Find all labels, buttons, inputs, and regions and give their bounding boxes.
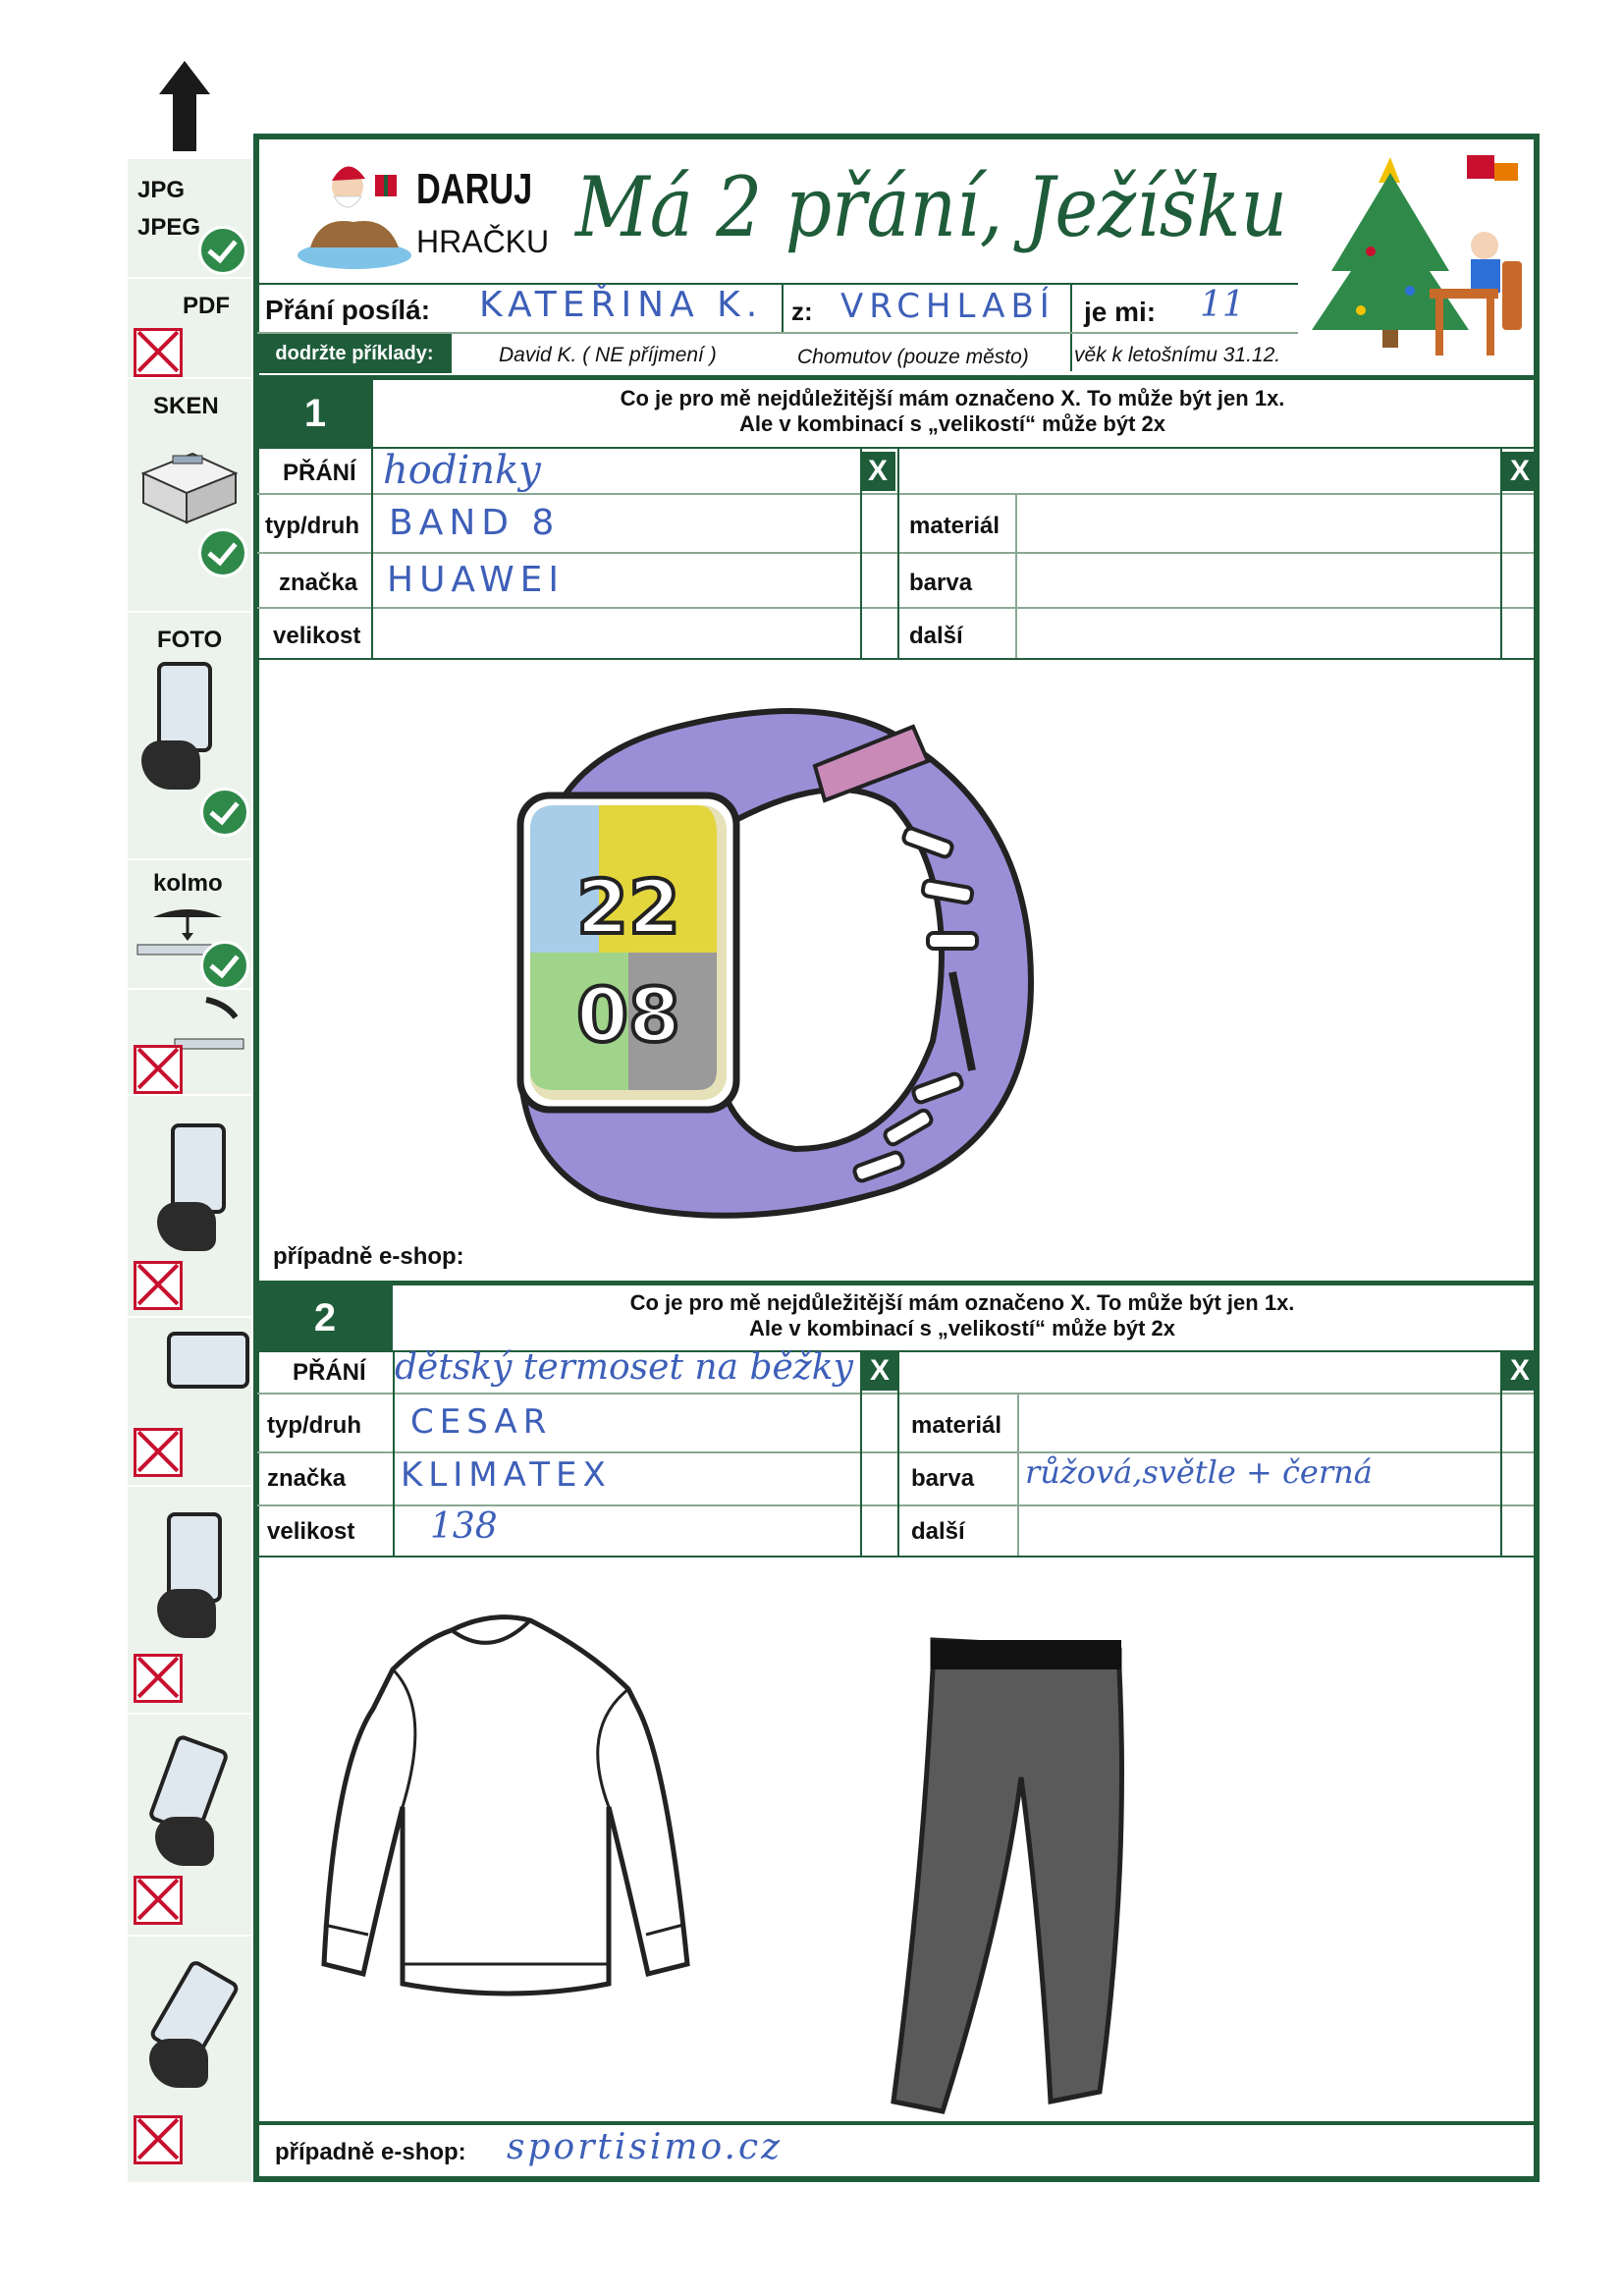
priority-x-right[interactable]: X [1502, 452, 1538, 491]
sidebar-item-photo-hand [128, 1487, 251, 1716]
hand-icon [155, 1817, 214, 1866]
watch-hours: 22 [576, 863, 680, 951]
brand-field[interactable]: KLIMATEX [401, 1455, 612, 1495]
wish-number: 1 [257, 380, 373, 447]
wish-field[interactable]: hodinky [383, 448, 541, 493]
cross-icon [134, 328, 183, 377]
sender-label: Přání posílá: [265, 295, 431, 325]
cross-icon [134, 1654, 183, 1703]
eshop-field[interactable]: sportisimo.cz [507, 2127, 784, 2167]
eshop-label: případně e-shop: [275, 2139, 466, 2165]
sender-name-field[interactable]: KATEŘINA K. [479, 285, 764, 325]
city-label: z: [791, 297, 813, 326]
cross-icon [134, 1876, 183, 1925]
hand-icon [157, 1202, 216, 1251]
wish-label: PŘÁNÍ [293, 1359, 366, 1386]
wish-number: 2 [257, 1285, 393, 1350]
other-label: další [911, 1518, 965, 1545]
size-label: velikost [267, 1518, 355, 1545]
city-field[interactable]: VRCHLABÍ [840, 287, 1055, 326]
sidebar-item-tilted [128, 990, 251, 1097]
cross-icon [134, 1261, 183, 1310]
sidebar-item-photo-angle [128, 1096, 251, 1319]
age-label: je mi: [1084, 297, 1157, 327]
page-title: Má 2 přání, Ježíšku [575, 159, 1288, 255]
type-field[interactable]: CESAR [410, 1402, 553, 1442]
color-label: barva [911, 1465, 975, 1492]
watch-minutes: 08 [576, 971, 680, 1059]
scanner-icon [134, 434, 242, 532]
sidebar-item-photo: FOTO [128, 613, 251, 861]
sidebar-item-pdf: PDF [128, 279, 251, 380]
example-city: Chomutov (pouze město) [797, 346, 1029, 368]
thermal-shirt-drawing [295, 1611, 727, 2023]
sidebar-item-photo-rotated [128, 1937, 251, 2185]
instruction-text: Co je pro mě nejdůležitější mám označeno X. To může být jen 1x. Ale v kombinací s „velikostí“ může být 2x [629, 1290, 1295, 1340]
santa-logo-icon [291, 157, 418, 273]
sidebar-item-scan: SKEN [128, 379, 251, 614]
logo-word-daruj: DARUJ [416, 165, 533, 213]
hand-icon [141, 740, 200, 790]
hand-icon [157, 1589, 216, 1638]
examples-label: dodržte příklady: [257, 334, 452, 373]
up-arrow-icon [157, 61, 212, 151]
type-field[interactable]: BAND 8 [389, 503, 561, 543]
example-name: David K. ( NE příjmení ) [499, 344, 717, 366]
age-field[interactable]: 11 [1200, 285, 1245, 325]
sidebar-item-landscape [128, 1318, 251, 1488]
priority-x-left[interactable]: X [860, 452, 895, 491]
other-label: další [909, 623, 963, 649]
sidebar-item-photo-tilt [128, 1715, 251, 1938]
cross-icon [134, 1428, 183, 1477]
eshop-label: případně e-shop: [273, 1243, 464, 1270]
material-label: materiál [909, 513, 1001, 539]
instruction-text: Co je pro mě nejdůležitější mám označeno X. To může být jen 1x. Ale v kombinací s „velikostí“ může být 2x [620, 386, 1285, 436]
example-age: věk k letošnímu 31.12. [1074, 344, 1281, 366]
sidebar-item-jpg: JPG JPEG [128, 159, 251, 280]
priority-x-right[interactable]: X [1502, 1351, 1538, 1391]
christmas-tree-icon [1302, 143, 1534, 369]
check-icon [198, 528, 247, 577]
size-label: velikost [273, 623, 361, 649]
hand-icon [149, 2039, 208, 2088]
logo-word-hracku: HRAČKU [416, 224, 550, 259]
phone-icon [167, 1332, 249, 1389]
material-label: materiál [911, 1412, 1002, 1439]
cross-icon [134, 2115, 183, 2164]
size-field[interactable]: 138 [430, 1506, 498, 1547]
color-field[interactable]: růžová,světle + černá [1025, 1453, 1373, 1491]
watch-drawing [481, 687, 1070, 1237]
sidebar-item-perpendicular: kolmo [128, 860, 251, 991]
check-icon [200, 941, 249, 990]
phone-icon [171, 1123, 226, 1214]
wish-field[interactable]: dětský termoset na běžky [395, 1347, 853, 1388]
brand-label: značka [267, 1465, 347, 1492]
cross-icon [134, 1045, 183, 1094]
color-label: barva [909, 570, 973, 596]
check-icon [200, 788, 249, 837]
phone-icon [157, 662, 212, 752]
wish-label: PŘÁNÍ [283, 460, 356, 486]
brand-label: značka [279, 570, 358, 596]
type-label: typ/druh [267, 1412, 361, 1439]
type-label: typ/druh [265, 513, 359, 539]
brand-field[interactable]: HUAWEI [387, 560, 566, 600]
priority-x-left[interactable]: X [862, 1351, 897, 1391]
check-icon [198, 226, 247, 275]
thermal-pants-drawing [884, 1630, 1139, 2121]
